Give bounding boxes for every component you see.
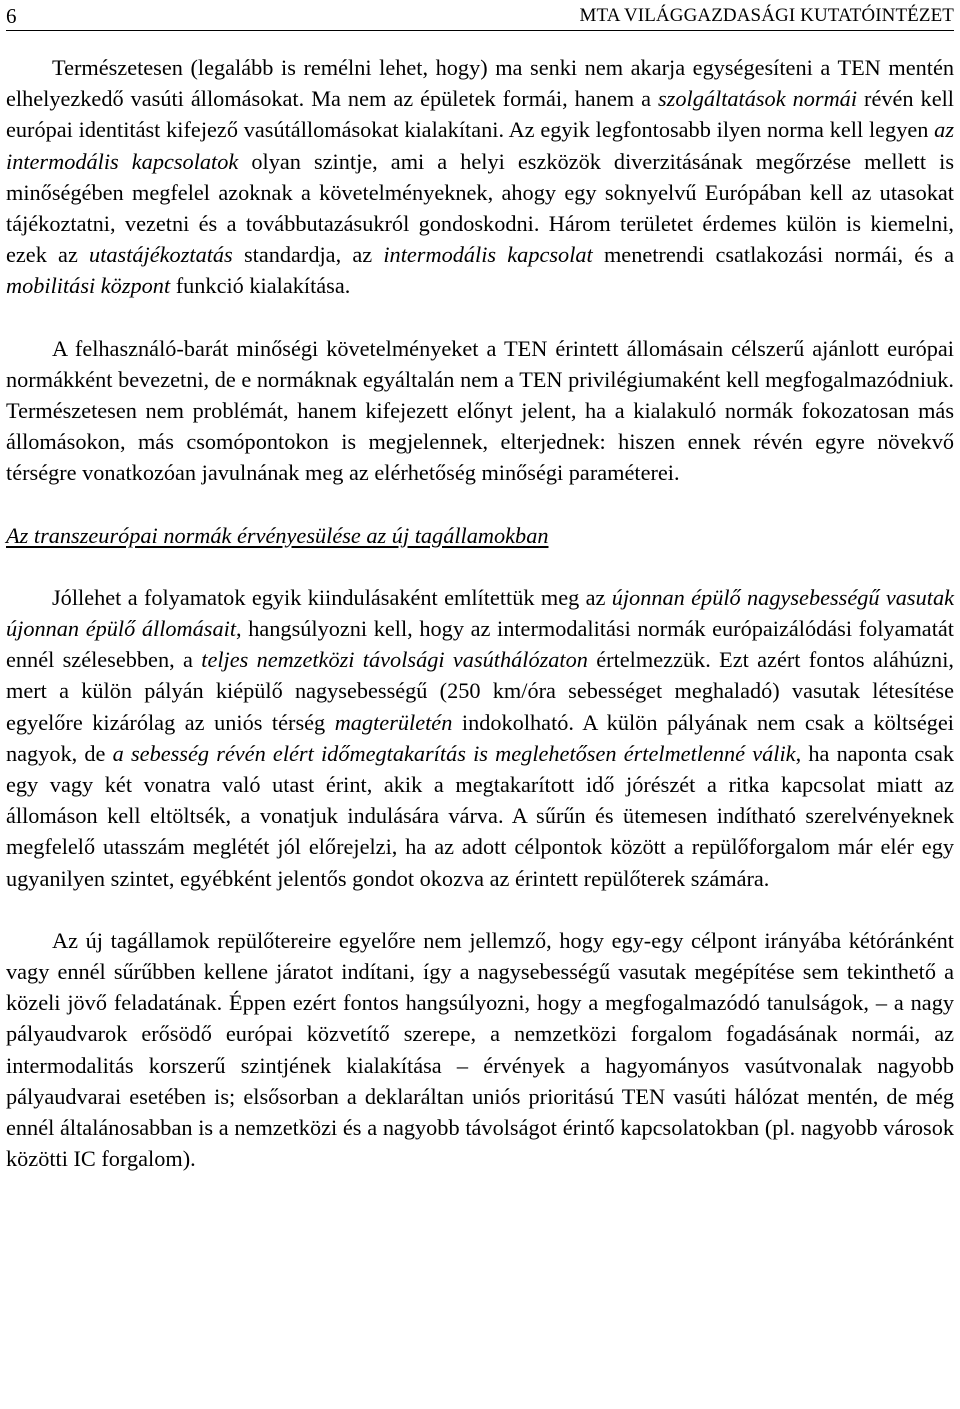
running-title: MTA VILÁGGAZDASÁGI KUTATÓINTÉZET	[579, 5, 954, 26]
italic-text: utastájékoztatás	[89, 242, 233, 268]
text-run: , ha naponta csak egy vagy két vonatra való utast érint, akik a megtakarított idő jórészét a ritka kapcsolat miatt az állomáson kell eltöltsék, a vonatjuk indulására várva. A sűrűn és ütemesen indítható szerelvényeknek megfelelő utasszám meglétét jól előrejelzi, ha az adott célpontok között a repülőforgalom már elér egy ugyanilyen szintet, egyébként jelentős gondot okozva az érintett repülőterek számára.	[6, 740, 954, 891]
text-run: révén kell európai identitást kifejező vasútállomásokat kialakítani. Az egyik legfontosabb ilyen norma kell legyen	[6, 86, 954, 143]
paragraph-3	[6, 582, 954, 894]
italic-text: a sebesség révén elért időmegtakarítás is meglehetősen értelmetlenné válik	[112, 740, 796, 766]
page-body	[6, 52, 954, 1175]
text-run: standardja, az	[232, 242, 384, 268]
page-header	[6, 4, 954, 31]
italic-text: intermodális kapcsolat	[383, 242, 593, 268]
text-run: , hangsúlyozni kell, hogy az intermodalitási normák európaizálódási folyamatát ennél szélesebben, a	[6, 616, 954, 673]
text-run: Az új tagállamok repülőtereire egyelőre nem jellemző, hogy egy-egy célpont irányába kétóránként vagy ennél sűrűbben kellene járatot indítani, így a nagysebességű vasutak megépítése sem tekinthető a közeli jövő feladatának. Éppen ezért fontos hangsúlyozni, hogy a megfogalmazódó tanulságok, – a nagy pályaudvarok erősödő európai közvetítő szerepe, a nemzetközi forgalom fogadásának normái, az intermodalitás korszerű szintjének kialakítása – érvények a hagyományos vasútvonalak nagyobb pályaudvarai esetében is; elsősorban a deklaráltan uniós prioritású TEN vasúti hálózat mentén, de még ennél általánosabban is a nemzetközi és a nagyobb távolságot érintő kapcsolatokban (pl. nagyobb városok közötti IC forgalom).	[6, 927, 954, 1172]
text-run: Jóllehet a folyamatok egyik kiindulásaként említettük meg az	[52, 584, 612, 610]
text-run: A felhasználó-barát minőségi követelményeket a TEN érintett állomásain célszerű ajánlott európai normákként bevezetni, de e normáknak egyáltalán nem a TEN privilégiumaként kell megfogalmazódniuk. Természetesen nem problémát, hanem kifejezett előnyt jelent, ha a kialakuló normák fokozatosan más állomásokon, más csomópontokon is megjelennek, elterjednek: hiszen ennek révén egyre növekvő térségre vonatkozóan javulnának meg az elérhetőség minőségi paraméterei.	[6, 335, 954, 486]
italic-text: szolgáltatások normái	[658, 86, 858, 112]
text-run: indokolható. A külön pályának nem csak a költségei nagyok, de	[6, 709, 954, 766]
italic-text: magterületén	[334, 709, 453, 735]
italic-text: teljes nemzetközi távolsági vasúthálózaton	[201, 647, 588, 673]
page-number: 6	[6, 4, 17, 28]
text-run: menetrendi csatlakozási normái, és a	[592, 242, 954, 268]
text-run: olyan szintje, ami a helyi eszközök diverzitásának megőrzése mellett is minőségében megfelel azoknak a követelményeknek, ahogy egy soknyelvű Európában kell az utasokat tájékoztatni, vezetni és a továbbutazásukról gondoskodni. Három területet érdemes külön is kiemelni, ezek az	[6, 148, 954, 268]
text-run: Természetesen (legalább is remélni lehet, hogy) ma senki nem akarja egységesíteni a TEN mentén elhelyezkedő vasúti állomásokat. Ma nem az épületek formái, hanem a	[6, 55, 954, 112]
italic-text: újonnan épülő nagysebességű vasutak újonnan épülő állomásait	[6, 584, 954, 642]
italic-text: az intermodális kapcsolatok	[6, 117, 954, 174]
paragraph-4	[6, 925, 954, 1175]
italic-text: mobilitási központ	[6, 273, 171, 299]
text-run: funkció kialakítása.	[170, 273, 351, 299]
section-heading: Az transzeurópai normák érvényesülése az új tagállamokban	[6, 522, 549, 548]
text-run: értelmezzük. Ezt azért fontos aláhúzni, mert a külön pályán kiépülő nagysebességű (250 km/óra sebességet meghaladó) vasutak létesítése egyelőre kizárólag az uniós térség	[6, 647, 954, 735]
paragraph-1	[6, 52, 954, 302]
paragraph-2	[6, 333, 954, 489]
